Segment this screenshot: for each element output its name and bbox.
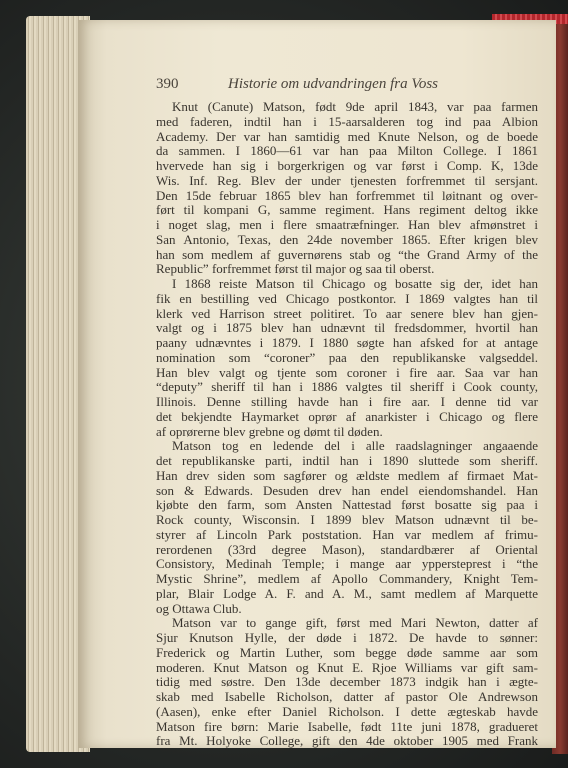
text-line: Wis. Inf. Reg. Blev der under tjenesten forfremmet til sersjant. [156, 173, 538, 188]
text-line: Academy. Der var han samtidig med Knute Nelson, og de boede [156, 129, 538, 144]
text-line: Matson tog en ledende del i alle raadslagninger angaaende [172, 439, 538, 454]
text-line: Rock county, Wisconsin. I 1899 blev Matson udnævnt til be- [156, 513, 538, 527]
text-line: Consistory, Medinah Temple; i mange aar yppersteprest i “the [156, 557, 538, 572]
text-line: styrer af Lincoln Park poststation. Han var medlem af frimu- [156, 527, 538, 542]
text-line: rerordenen (33rd degree Mason), standardbærer af Oriental [156, 542, 538, 557]
text-line: Sjur Knutson Hylle, der døde i 1872. De havde to sønner: [156, 631, 538, 645]
text-line: “deputy” sheriff til han i 1886 valgtes til sheriff i Cook county, [156, 380, 538, 395]
text-line: af oprørerne blev grebne og dømt til døden. [156, 424, 383, 439]
text-line: skab med Isabelle Richolson, datter af pastor Ole Andrewson [156, 690, 538, 704]
text-line: ført til kompani G, samme regiment. Hans regiment deltog ikke [156, 203, 538, 218]
page-header [156, 76, 536, 96]
text-line: og Ottawa Club. [156, 601, 242, 616]
text-line: Illinois. Denne stilling havde han i fire aar. I denne tid var [156, 395, 538, 409]
body-text [156, 100, 538, 749]
page-number: 390 [156, 76, 179, 92]
text-line: Frederick og Martin Luther, som begge døde samme aar som [156, 645, 538, 660]
text-line: fra Mt. Holyoke College, gift den 4de oktober 1905 med Frank [156, 734, 538, 749]
text-line: San Antonio, Texas, den 24de november 1865. Efter krigen blev [156, 232, 538, 247]
text-line: moderen. Knut Matson og Knut E. Rjoe Williams var gift sam- [156, 660, 538, 675]
text-line: Knut (Canute) Matson, født 9de april 1843, var paa farmen [172, 100, 538, 114]
text-line: da sammen. I 1860—61 var han paa Milton College. I 1861 [156, 144, 538, 159]
text-line: hvervede han sig i borgerkrigen og var først i Comp. K, 13de [156, 159, 538, 173]
text-line: kjøbte den farm, som Ansten Nattestad først bosatte sig paa i [156, 498, 538, 513]
text-line: I 1868 reiste Matson til Chicago og bosatte sig der, idet han [172, 277, 538, 291]
text-line: klerk ved Harrison street politiret. To aar senere blev han gjen- [156, 306, 538, 321]
text-line: Han blev valgt og tjente som coroner i fire aar. Saa var han [156, 365, 538, 380]
text-line: Mystic Shrine”, medlem af Apollo Commandery, Knight Tem- [156, 572, 538, 586]
text-line: son & Edwards. Desuden drev han endel eiendomshandel. Han [156, 483, 538, 498]
text-line: med faderen, indtil han i 15-aarsalderen tog ind paa Albion [156, 114, 538, 129]
text-line: fik en bestilling ved Chicago postkontor. I 1869 valgtes han til [156, 291, 538, 306]
text-line: i noget slag, men i flere smaatræfninger. Han blev afmønstret i [156, 218, 538, 232]
text-line: nomination som “coroner” paa den republikanske valgseddel. [156, 350, 538, 365]
text-line: det republikanske parti, indtil han i 1890 sluttede som sheriff. [156, 454, 538, 468]
text-line: Han drev siden som sagfører og ældste medlem af firmaet Mat- [156, 468, 538, 483]
text-line: Matson var to gange gift, først med Mari Newton, datter af [172, 616, 538, 631]
text-line: det bekjendte Haymarket oprør af anarkister i Chicago og flere [156, 409, 538, 424]
running-title: Historie om udvandringen fra Voss [228, 76, 438, 92]
text-line: plar, Blair Lodge A. F. and A. M., samt medlem af Marquette [156, 586, 538, 601]
text-line: Den 15de februar 1865 blev han forfremmet til løitnant og over- [156, 188, 538, 203]
text-line: (Aasen), enke efter Daniel Richolson. I dette ægteskab havde [156, 704, 538, 719]
text-line: han som medlem af guvernørens stab og “the Grand Army of the [156, 247, 538, 262]
text-line: valgt og i 1875 blev han udnævnt til fredsdommer, hvortil han [156, 321, 538, 336]
text-line: Matson fire børn: Marie Isabelle, født 11te juni 1878, gradueret [156, 719, 538, 734]
text-line: tidig med søstre. Den 13de december 1873 indgik han i ægte- [156, 675, 538, 690]
text-line: Republic” forfremmet først til major og saa til oberst. [156, 262, 435, 277]
text-line: paany udnævntes i 1879. I 1880 søgte han afsked for at antage [156, 336, 538, 350]
